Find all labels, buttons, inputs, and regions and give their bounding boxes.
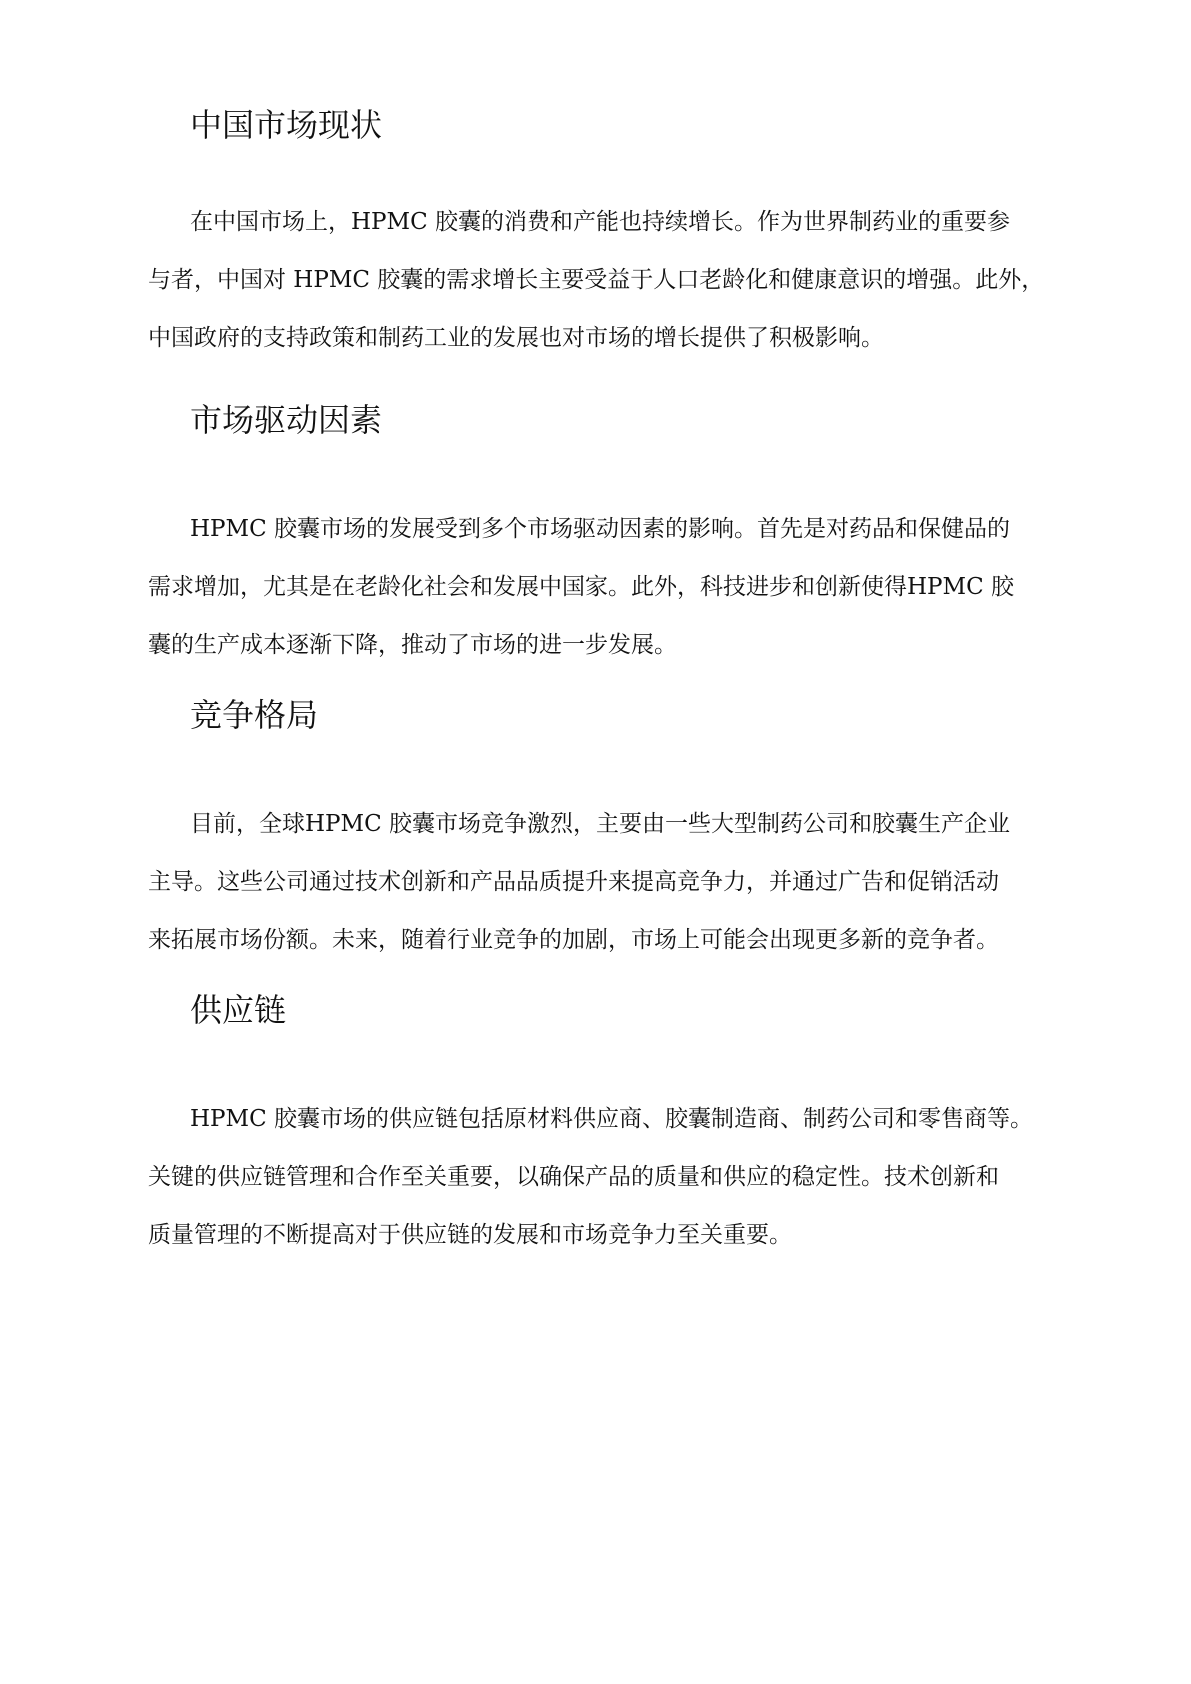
section-paragraph-market-drivers <box>148 500 1068 674</box>
section-heading-market-drivers: 市场驱动因素 <box>190 401 383 439</box>
paragraph-line: HPMC 胶囊市场的发展受到多个市场驱动因素的影响。首先是对药品和保健品的 <box>190 516 1010 542</box>
paragraph-line: HPMC 胶囊市场的供应链包括原材料供应商、胶囊制造商、制药公司和零售商等。 <box>190 1106 1033 1132</box>
paragraph-line: 与者，中国对 HPMC 胶囊的需求增长主要受益于人口老龄化和健康意识的增强。此外， <box>148 267 1045 293</box>
paragraph-line: 中国政府的支持政策和制药工业的发展也对市场的增长提供了积极影响。 <box>148 325 884 351</box>
paragraph-line: 囊的生产成本逐渐下降，推动了市场的进一步发展。 <box>148 632 677 658</box>
section-heading-china-market: 中国市场现状 <box>190 106 383 144</box>
paragraph-line: 目前，全球HPMC 胶囊市场竞争激烈，主要由一些大型制药公司和胶囊生产企业 <box>190 811 1010 837</box>
paragraph-line: 需求增加，尤其是在老龄化社会和发展中国家。此外，科技进步和创新使得HPMC 胶 <box>148 574 1014 600</box>
paragraph-line: 关键的供应链管理和合作至关重要，以确保产品的质量和供应的稳定性。技术创新和 <box>148 1164 999 1190</box>
section-heading-supply-chain: 供应链 <box>190 991 287 1029</box>
paragraph-line: 来拓展市场份额。未来，随着行业竞争的加剧，市场上可能会出现更多新的竞争者。 <box>148 927 999 953</box>
paragraph-line: 在中国市场上，HPMC 胶囊的消费和产能也持续增长。作为世界制药业的重要参 <box>190 209 1010 235</box>
paragraph-line: 主导。这些公司通过技术创新和产品品质提升来提高竞争力，并通过广告和促销活动 <box>148 869 999 895</box>
paragraph-line: 质量管理的不断提高对于供应链的发展和市场竞争力至关重要。 <box>148 1222 792 1248</box>
section-paragraph-supply-chain <box>148 1090 1068 1264</box>
section-paragraph-competition <box>148 795 1068 969</box>
section-heading-competition: 竞争格局 <box>190 696 319 734</box>
section-paragraph-china-market <box>148 193 1068 367</box>
